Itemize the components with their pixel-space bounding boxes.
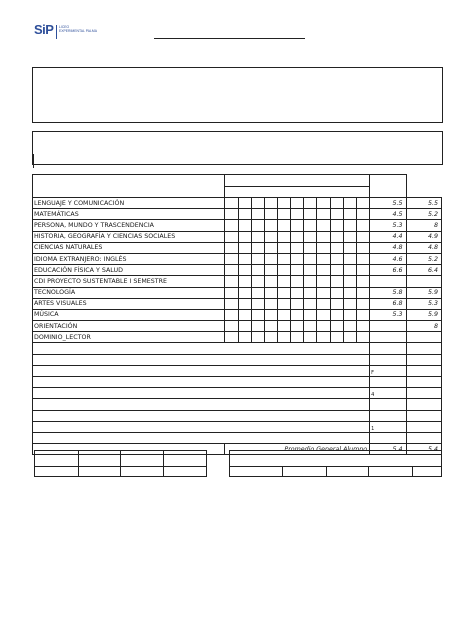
table-cell bbox=[370, 432, 406, 443]
box-marker bbox=[33, 154, 34, 168]
table-cell bbox=[33, 432, 370, 443]
table-cell bbox=[251, 321, 264, 332]
table-cell bbox=[230, 467, 283, 477]
grade-sem1: 4.8 bbox=[370, 242, 406, 253]
table-cell bbox=[239, 332, 251, 343]
table-cell bbox=[317, 265, 330, 276]
table-cell bbox=[291, 298, 304, 309]
table-cell bbox=[343, 231, 356, 242]
table-cell bbox=[304, 220, 317, 231]
table-cell bbox=[230, 451, 442, 467]
table-cell bbox=[225, 198, 239, 209]
table-cell bbox=[251, 231, 264, 242]
blank-row bbox=[33, 399, 442, 410]
table-cell bbox=[406, 410, 441, 421]
table-cell bbox=[370, 399, 406, 410]
table-cell bbox=[317, 298, 330, 309]
table-row bbox=[33, 253, 442, 264]
table-cell bbox=[304, 198, 317, 209]
table-cell bbox=[239, 253, 251, 264]
table-cell bbox=[356, 209, 369, 220]
blank-row bbox=[33, 421, 442, 432]
logo-text: LICEO EXPERIMENTAL PALMA bbox=[59, 25, 97, 34]
header-cell bbox=[225, 186, 370, 198]
grade-sem1: 4.4 bbox=[370, 231, 406, 242]
table-cell bbox=[304, 321, 317, 332]
table-cell bbox=[239, 321, 251, 332]
table-cell bbox=[79, 467, 121, 477]
table-cell bbox=[317, 276, 330, 287]
table-cell bbox=[317, 309, 330, 320]
table-cell bbox=[291, 265, 304, 276]
table-cell bbox=[370, 343, 406, 354]
subject-name: DOMINIO_LECTOR bbox=[33, 332, 225, 343]
table-cell bbox=[343, 276, 356, 287]
table-cell bbox=[330, 231, 343, 242]
table-cell bbox=[343, 298, 356, 309]
table-cell bbox=[277, 321, 290, 332]
subject-name: ARTES VISUALES bbox=[33, 298, 225, 309]
table-cell bbox=[330, 220, 343, 231]
table-cell bbox=[33, 410, 370, 421]
table-cell bbox=[304, 253, 317, 264]
grade-sem1: 5.8 bbox=[370, 287, 406, 298]
table-cell bbox=[264, 298, 277, 309]
table-cell bbox=[356, 265, 369, 276]
table-cell bbox=[251, 220, 264, 231]
blank-row bbox=[33, 410, 442, 421]
blank-row bbox=[33, 343, 442, 354]
grade-sem2: 5.3 bbox=[406, 298, 441, 309]
table-cell bbox=[264, 265, 277, 276]
table-cell bbox=[369, 467, 413, 477]
table-cell bbox=[239, 276, 251, 287]
table-header-row bbox=[33, 175, 442, 187]
table-cell bbox=[343, 198, 356, 209]
table-cell bbox=[406, 354, 441, 365]
table-cell bbox=[277, 276, 290, 287]
table-cell bbox=[291, 209, 304, 220]
table-cell bbox=[356, 253, 369, 264]
table-cell bbox=[317, 209, 330, 220]
table-cell bbox=[277, 287, 290, 298]
table-cell bbox=[79, 451, 121, 467]
table-cell bbox=[330, 265, 343, 276]
table-cell bbox=[251, 309, 264, 320]
blank-row bbox=[33, 432, 442, 443]
table-cell bbox=[239, 298, 251, 309]
table-cell bbox=[33, 377, 370, 388]
table-cell bbox=[121, 467, 164, 477]
grade-sem1: 4.6 bbox=[370, 253, 406, 264]
table-cell bbox=[277, 231, 290, 242]
table-row bbox=[33, 198, 442, 209]
subject-name: HISTORIA, GEOGRAFÍA Y CIENCIAS SOCIALES bbox=[33, 231, 225, 242]
table-cell bbox=[317, 321, 330, 332]
table-cell bbox=[164, 467, 207, 477]
table-row bbox=[33, 332, 442, 343]
logo-divider bbox=[56, 25, 57, 39]
table-cell bbox=[33, 343, 370, 354]
table-cell bbox=[251, 276, 264, 287]
table-cell bbox=[239, 287, 251, 298]
table-cell bbox=[317, 198, 330, 209]
table-cell bbox=[356, 309, 369, 320]
table-cell bbox=[291, 309, 304, 320]
table-cell bbox=[239, 242, 251, 253]
table-cell bbox=[264, 242, 277, 253]
table-row bbox=[33, 287, 442, 298]
table-cell bbox=[330, 276, 343, 287]
table-cell bbox=[277, 298, 290, 309]
table-cell bbox=[239, 198, 251, 209]
table-cell bbox=[343, 309, 356, 320]
blank-row bbox=[33, 388, 442, 399]
table-cell bbox=[283, 467, 327, 477]
table-cell bbox=[225, 209, 239, 220]
table-cell bbox=[304, 209, 317, 220]
subject-name: MÚSICA bbox=[33, 309, 225, 320]
subject-name: TECNOLOGÍA bbox=[33, 287, 225, 298]
table-cell bbox=[33, 388, 370, 399]
header-cell bbox=[370, 175, 406, 198]
table-cell bbox=[356, 332, 369, 343]
grade-sem1 bbox=[370, 276, 406, 287]
course-info-box bbox=[32, 131, 443, 165]
table-cell bbox=[304, 298, 317, 309]
subject-name: MATEMÁTICAS bbox=[33, 209, 225, 220]
table-cell bbox=[264, 253, 277, 264]
table-cell bbox=[343, 242, 356, 253]
table-cell bbox=[291, 332, 304, 343]
table-cell bbox=[327, 467, 369, 477]
table-cell bbox=[317, 231, 330, 242]
header-cell bbox=[33, 175, 225, 198]
grade-sem2: 5.5 bbox=[406, 198, 441, 209]
table-cell bbox=[291, 253, 304, 264]
signature-line bbox=[154, 38, 305, 39]
table-cell bbox=[251, 242, 264, 253]
table-cell bbox=[406, 399, 441, 410]
table-cell bbox=[330, 209, 343, 220]
table-cell bbox=[343, 253, 356, 264]
subject-name: CDI PROYECTO SUSTENTABLE I SEMESTRE bbox=[33, 276, 225, 287]
subject-name: ORIENTACIÓN bbox=[33, 321, 225, 332]
table-cell bbox=[406, 343, 441, 354]
blank-row bbox=[33, 377, 442, 388]
table-cell bbox=[291, 198, 304, 209]
grade-sem2: 5.9 bbox=[406, 287, 441, 298]
table-cell bbox=[291, 276, 304, 287]
table-cell bbox=[317, 332, 330, 343]
table-row bbox=[33, 242, 442, 253]
table-cell bbox=[251, 287, 264, 298]
table-cell bbox=[251, 332, 264, 343]
table-cell bbox=[225, 231, 239, 242]
table-cell bbox=[264, 287, 277, 298]
table-cell bbox=[277, 253, 290, 264]
table-cell bbox=[413, 467, 442, 477]
table-cell bbox=[33, 365, 370, 376]
grade-sem1: 5.3 bbox=[370, 220, 406, 231]
table-cell bbox=[277, 309, 290, 320]
table-cell bbox=[317, 287, 330, 298]
table-cell bbox=[304, 231, 317, 242]
table-cell bbox=[33, 399, 370, 410]
logo-mark: SiP bbox=[34, 22, 54, 37]
table-cell bbox=[277, 220, 290, 231]
table-cell bbox=[406, 388, 441, 399]
table-cell bbox=[291, 287, 304, 298]
table-cell bbox=[330, 287, 343, 298]
table-cell bbox=[356, 298, 369, 309]
table-cell bbox=[343, 332, 356, 343]
table-cell bbox=[291, 321, 304, 332]
table-cell bbox=[225, 242, 239, 253]
table-cell bbox=[225, 298, 239, 309]
table-cell bbox=[277, 198, 290, 209]
table-cell bbox=[277, 209, 290, 220]
table-cell bbox=[251, 265, 264, 276]
table-cell bbox=[264, 198, 277, 209]
average-sem1: 5.4 bbox=[370, 444, 406, 455]
grade-sem2 bbox=[406, 332, 441, 343]
table-cell bbox=[239, 209, 251, 220]
table-cell bbox=[330, 321, 343, 332]
student-info-box bbox=[32, 67, 443, 123]
table-cell bbox=[264, 220, 277, 231]
table-cell bbox=[343, 220, 356, 231]
table-cell bbox=[406, 377, 441, 388]
table-cell bbox=[304, 242, 317, 253]
table-cell bbox=[317, 242, 330, 253]
table-cell bbox=[225, 265, 239, 276]
grade-sem1: 4.5 bbox=[370, 209, 406, 220]
table-row bbox=[33, 265, 442, 276]
table-cell bbox=[239, 265, 251, 276]
grade-sem1: 6.8 bbox=[370, 298, 406, 309]
table-cell bbox=[225, 276, 239, 287]
table-cell bbox=[251, 298, 264, 309]
grade-sem2: 5.2 bbox=[406, 253, 441, 264]
grade-sem2: 4.8 bbox=[406, 242, 441, 253]
grade-sem2: 4.9 bbox=[406, 231, 441, 242]
table-cell bbox=[330, 309, 343, 320]
grades-table bbox=[32, 174, 442, 455]
table-cell bbox=[370, 410, 406, 421]
grade-sem1: 5.5 bbox=[370, 198, 406, 209]
grade-sem1 bbox=[370, 332, 406, 343]
table-cell bbox=[33, 354, 370, 365]
average-label: Promedio General Alumno bbox=[225, 444, 370, 455]
grade-sem2: 8 bbox=[406, 220, 441, 231]
table-row bbox=[33, 309, 442, 320]
table-cell bbox=[239, 309, 251, 320]
table-cell bbox=[33, 421, 370, 432]
table-row bbox=[33, 209, 442, 220]
table-cell bbox=[406, 421, 441, 432]
note-cell: 4 bbox=[370, 388, 406, 399]
table-cell bbox=[317, 220, 330, 231]
subject-name: EDUCACIÓN FÍSICA Y SALUD bbox=[33, 265, 225, 276]
table-cell bbox=[356, 220, 369, 231]
table-cell bbox=[330, 253, 343, 264]
table-cell bbox=[35, 467, 79, 477]
table-row bbox=[33, 231, 442, 242]
header-cell bbox=[225, 175, 370, 187]
table-cell bbox=[330, 198, 343, 209]
blank-row bbox=[33, 365, 442, 376]
table-cell bbox=[356, 231, 369, 242]
table-cell bbox=[304, 309, 317, 320]
table-row bbox=[33, 298, 442, 309]
table-cell bbox=[291, 242, 304, 253]
table-cell bbox=[356, 242, 369, 253]
table-cell bbox=[317, 253, 330, 264]
attendance-table bbox=[34, 450, 207, 477]
table-cell bbox=[225, 220, 239, 231]
table-cell bbox=[330, 298, 343, 309]
table-cell bbox=[225, 321, 239, 332]
table-cell bbox=[406, 365, 441, 376]
table-cell bbox=[225, 332, 239, 343]
table-cell bbox=[304, 265, 317, 276]
table-cell bbox=[330, 242, 343, 253]
table-cell bbox=[225, 309, 239, 320]
table-row bbox=[33, 220, 442, 231]
table-cell bbox=[343, 287, 356, 298]
table-cell bbox=[239, 231, 251, 242]
table-cell bbox=[239, 220, 251, 231]
table-cell bbox=[356, 287, 369, 298]
table-row bbox=[33, 276, 442, 287]
table-cell bbox=[356, 321, 369, 332]
note-cell: F bbox=[370, 365, 406, 376]
table-cell bbox=[251, 253, 264, 264]
table-cell bbox=[343, 321, 356, 332]
table-row bbox=[33, 321, 442, 332]
table-cell bbox=[291, 220, 304, 231]
subject-name: LENGUAJE Y COMUNICACIÓN bbox=[33, 198, 225, 209]
table-cell bbox=[356, 276, 369, 287]
subject-name: IDIOMA EXTRANJERO: INGLÉS bbox=[33, 253, 225, 264]
table-cell bbox=[277, 265, 290, 276]
table-cell bbox=[370, 377, 406, 388]
grade-sem2: 6.4 bbox=[406, 265, 441, 276]
table-cell bbox=[356, 198, 369, 209]
blank-row bbox=[33, 354, 442, 365]
table-cell bbox=[35, 451, 79, 467]
table-cell bbox=[264, 231, 277, 242]
grade-sem1: 5.3 bbox=[370, 309, 406, 320]
average-sem2: 5.4 bbox=[406, 444, 441, 455]
grade-sem1 bbox=[370, 321, 406, 332]
school-logo bbox=[34, 22, 124, 42]
table-cell bbox=[225, 287, 239, 298]
subject-name: CIENCIAS NATURALES bbox=[33, 242, 225, 253]
table-cell bbox=[343, 209, 356, 220]
table-cell bbox=[277, 242, 290, 253]
observations-table bbox=[229, 450, 442, 477]
grade-sem2 bbox=[406, 276, 441, 287]
table-cell bbox=[264, 321, 277, 332]
table-cell bbox=[121, 451, 164, 467]
table-cell bbox=[264, 309, 277, 320]
table-cell bbox=[330, 332, 343, 343]
table-cell bbox=[304, 332, 317, 343]
table-cell bbox=[304, 287, 317, 298]
table-cell bbox=[406, 432, 441, 443]
table-cell bbox=[225, 253, 239, 264]
table-cell bbox=[264, 332, 277, 343]
table-cell bbox=[251, 198, 264, 209]
grade-sem2: 5.2 bbox=[406, 209, 441, 220]
grade-sem2: 5.9 bbox=[406, 309, 441, 320]
table-cell bbox=[264, 276, 277, 287]
header-cell bbox=[406, 175, 441, 198]
note-cell: 1 bbox=[370, 421, 406, 432]
subject-name: PERSONA, MUNDO Y TRASCENDENCIA bbox=[33, 220, 225, 231]
table-cell bbox=[291, 231, 304, 242]
table-cell bbox=[304, 276, 317, 287]
grade-sem1: 6.6 bbox=[370, 265, 406, 276]
table-cell bbox=[370, 354, 406, 365]
table-cell bbox=[264, 209, 277, 220]
table-cell bbox=[343, 265, 356, 276]
table-cell bbox=[277, 332, 290, 343]
grade-sem2: 8 bbox=[406, 321, 441, 332]
table-cell bbox=[251, 209, 264, 220]
table-cell bbox=[164, 451, 207, 467]
